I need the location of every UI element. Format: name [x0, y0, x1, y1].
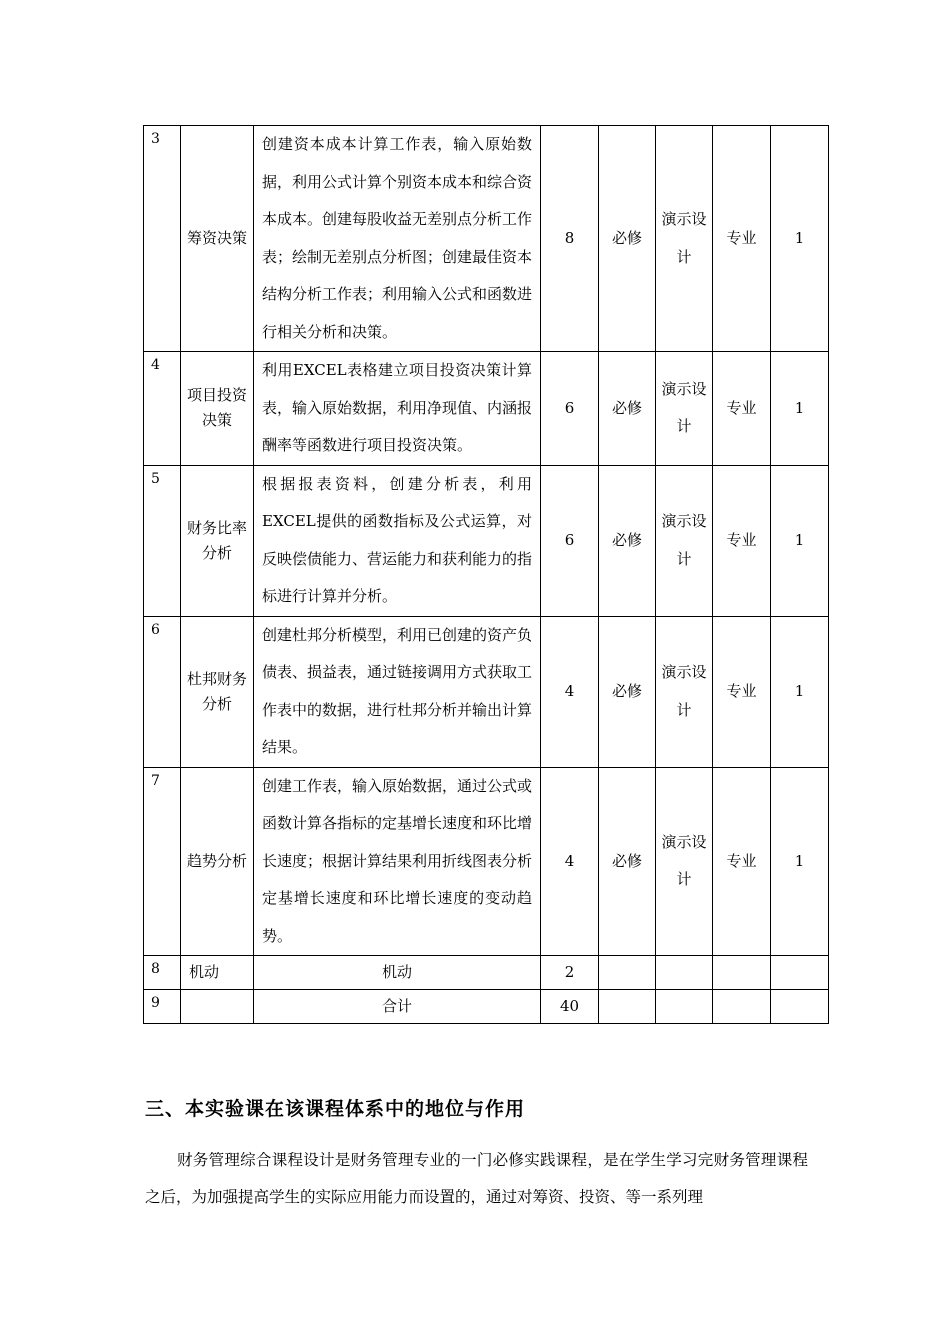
hours-cell: 4: [541, 767, 599, 956]
row-number: 3: [144, 126, 181, 352]
experiment-content: 根据报表资料，创建分析表，利用EXCEL提供的函数指标及公式运算，对反映偿债能力、营运能力和获利能力的指标进行计算并分析。: [254, 465, 541, 616]
table-row-total: [144, 990, 829, 1024]
group-size: 1: [771, 767, 829, 956]
hours-cell: 6: [541, 352, 599, 466]
hours-cell: 4: [541, 616, 599, 767]
experiment-name: 机动: [181, 956, 254, 990]
experiment-content: 利用EXCEL表格建立项目投资决策计算表，输入原始数据，利用净现值、内涵报酬率等函数进行项目投资决策。: [254, 352, 541, 466]
table-row: [144, 352, 829, 466]
table-row: [144, 616, 829, 767]
course-type: 必修: [599, 126, 656, 352]
empty-cell: [771, 990, 829, 1024]
course-schedule-table: [143, 125, 829, 1024]
teaching-method: 演示设计: [656, 616, 713, 767]
experiment-content: 机动: [254, 956, 541, 990]
category-cell: 专业: [713, 616, 771, 767]
total-label: 合计: [254, 990, 541, 1024]
experiment-name: 财务比率分析: [181, 465, 254, 616]
empty-cell: [771, 956, 829, 990]
row-number: 5: [144, 465, 181, 616]
teaching-method: 演示设计: [656, 126, 713, 352]
empty-cell: [713, 990, 771, 1024]
course-type: 必修: [599, 767, 656, 956]
experiment-name: 筹资决策: [181, 126, 254, 352]
row-number: 8: [144, 956, 181, 990]
empty-cell: [181, 990, 254, 1024]
empty-cell: [599, 990, 656, 1024]
category-cell: 专业: [713, 767, 771, 956]
empty-cell: [656, 956, 713, 990]
group-size: 1: [771, 616, 829, 767]
table-row: [144, 126, 829, 352]
group-size: 1: [771, 352, 829, 466]
experiment-name: 项目投资决策: [181, 352, 254, 466]
course-type: 必修: [599, 616, 656, 767]
empty-cell: [599, 956, 656, 990]
category-cell: 专业: [713, 126, 771, 352]
group-size: 1: [771, 126, 829, 352]
total-hours: 40: [541, 990, 599, 1024]
experiment-content: 创建杜邦分析模型，利用已创建的资产负债表、损益表，通过链接调用方式获取工作表中的数据，进行杜邦分析并输出计算结果。: [254, 616, 541, 767]
experiment-content: 创建资本成本计算工作表，输入原始数据，利用公式计算个别资本成本和综合资本成本。创建每股收益无差别点分析工作表；绘制无差别点分析图；创建最佳资本结构分析工作表；利用输入公式和函数进行相关分析和决策。: [254, 126, 541, 352]
experiment-name: 趋势分析: [181, 767, 254, 956]
teaching-method: 演示设计: [656, 465, 713, 616]
empty-cell: [656, 990, 713, 1024]
category-cell: 专业: [713, 465, 771, 616]
course-type: 必修: [599, 465, 656, 616]
hours-cell: 8: [541, 126, 599, 352]
experiment-name: 杜邦财务分析: [181, 616, 254, 767]
empty-cell: [713, 956, 771, 990]
teaching-method: 演示设计: [656, 352, 713, 466]
row-number: 7: [144, 767, 181, 956]
row-number: 9: [144, 990, 181, 1024]
course-type: 必修: [599, 352, 656, 466]
row-number: 6: [144, 616, 181, 767]
section-paragraph: 财务管理综合课程设计是财务管理专业的一门必修实践课程，是在学生学习完财务管理课程之后，为加强提高学生的实际应用能力而设置的，通过对筹资、投资、等一系列理: [145, 1151, 808, 1206]
experiment-content: 创建工作表，输入原始数据，通过公式或函数计算各指标的定基增长速度和环比增长速度；根据计算结果利用折线图表分析定基增长速度和环比增长速度的变动趋势。: [254, 767, 541, 956]
teaching-method: 演示设计: [656, 767, 713, 956]
category-cell: 专业: [713, 352, 771, 466]
table-row-flex: [144, 956, 829, 990]
table-row: [144, 767, 829, 956]
group-size: 1: [771, 465, 829, 616]
hours-cell: 6: [541, 465, 599, 616]
row-number: 4: [144, 352, 181, 466]
table-row: [144, 465, 829, 616]
section-heading: 三、本实验课在该课程体系中的地位与作用: [145, 1098, 526, 1120]
hours-cell: 2: [541, 956, 599, 990]
